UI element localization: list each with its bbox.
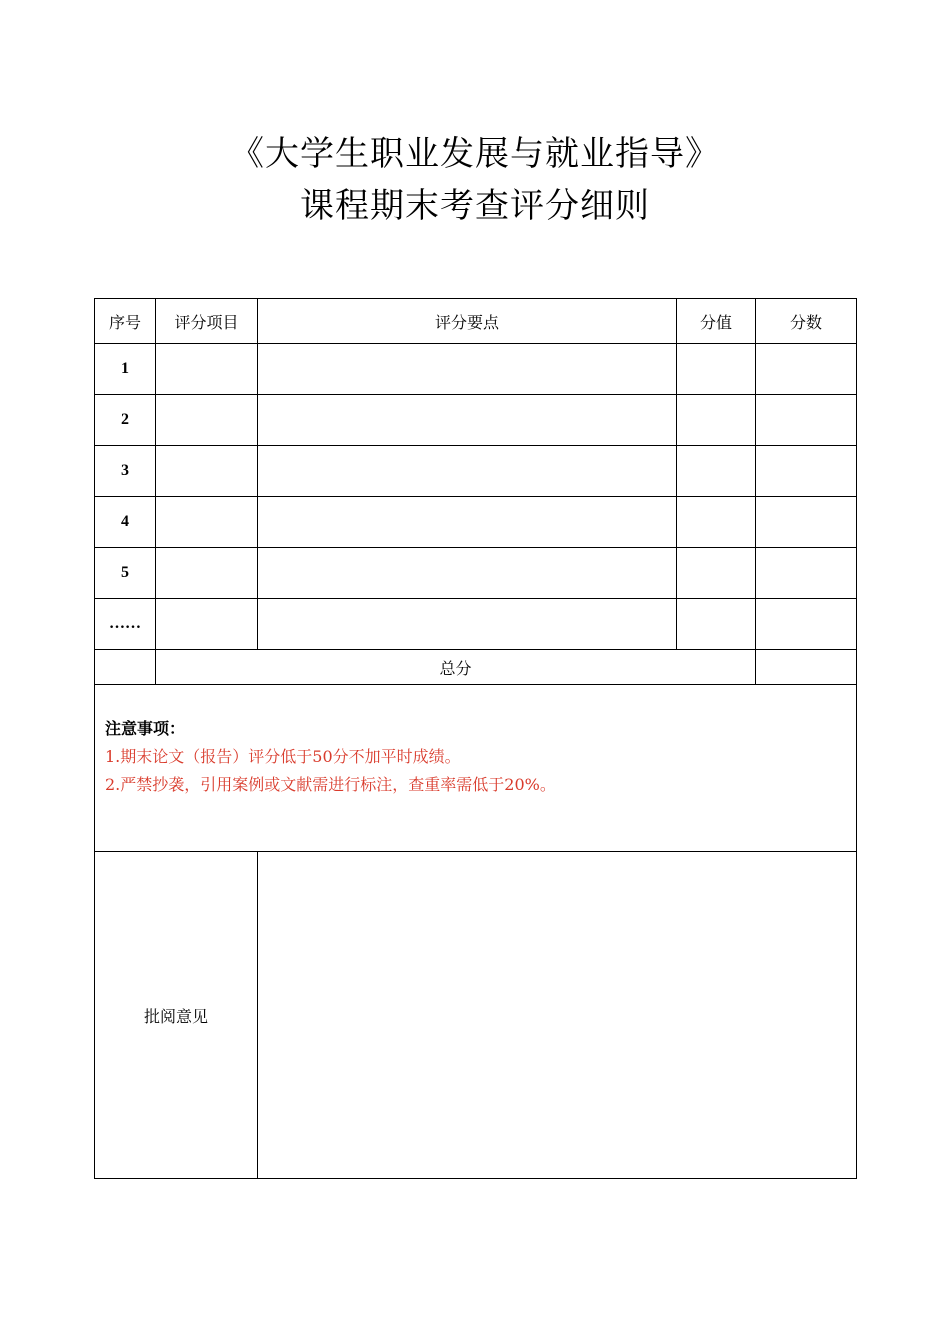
header-row [95, 299, 857, 344]
cell-criteria[interactable] [258, 395, 677, 446]
row-seq: 5 [95, 548, 156, 599]
row-seq: 4 [95, 497, 156, 548]
scoring-table [94, 298, 857, 1179]
cell-points[interactable] [677, 548, 756, 599]
table-row [95, 344, 857, 395]
header-score: 分数 [756, 299, 857, 344]
header-item: 评分项目 [156, 299, 258, 344]
review-row [95, 852, 857, 1179]
cell-score[interactable] [756, 497, 857, 548]
table-row [95, 446, 857, 497]
cell-item[interactable] [156, 548, 258, 599]
row-seq: 3 [95, 446, 156, 497]
review-comments[interactable] [258, 852, 857, 1179]
cell-criteria[interactable] [258, 599, 677, 650]
table-row [95, 599, 857, 650]
cell-criteria[interactable] [258, 446, 677, 497]
cell-criteria[interactable] [258, 497, 677, 548]
table-row [95, 548, 857, 599]
header-seq: 序号 [95, 299, 156, 344]
cell-score[interactable] [756, 446, 857, 497]
cell-points[interactable] [677, 446, 756, 497]
notes-section [95, 685, 857, 852]
cell-points[interactable] [677, 344, 756, 395]
row-seq: 2 [95, 395, 156, 446]
total-blank [95, 650, 156, 685]
notes-title: 注意事项： [105, 719, 186, 738]
cell-score[interactable] [756, 599, 857, 650]
header-criteria: 评分要点 [258, 299, 677, 344]
table-row [95, 395, 857, 446]
cell-item[interactable] [156, 497, 258, 548]
cell-criteria[interactable] [258, 344, 677, 395]
document-title-line2: 课程期末考查评分细则 [300, 186, 650, 226]
row-seq: 1 [95, 344, 156, 395]
notes-item-2: 2.严禁抄袭，引用案例或文献需进行标注，查重率需低于20%。 [105, 775, 556, 794]
cell-item[interactable] [156, 344, 258, 395]
cell-item[interactable] [156, 446, 258, 497]
notes-row [95, 685, 857, 852]
cell-points[interactable] [677, 497, 756, 548]
cell-score[interactable] [756, 344, 857, 395]
notes-item-1: 1.期末论文（报告）评分低于50分不加平时成绩。 [105, 747, 461, 766]
cell-item[interactable] [156, 599, 258, 650]
review-label: 批阅意见 [95, 852, 258, 1179]
cell-score[interactable] [756, 395, 857, 446]
cell-item[interactable] [156, 395, 258, 446]
table-row [95, 497, 857, 548]
total-row [95, 650, 857, 685]
document-title-line1: 《大学生职业发展与就业指导》 [230, 134, 720, 174]
header-points: 分值 [677, 299, 756, 344]
total-score[interactable] [756, 650, 857, 685]
cell-score[interactable] [756, 548, 857, 599]
total-label: 总分 [156, 650, 756, 685]
row-seq: …… [95, 599, 156, 650]
cell-criteria[interactable] [258, 548, 677, 599]
cell-points[interactable] [677, 599, 756, 650]
cell-points[interactable] [677, 395, 756, 446]
